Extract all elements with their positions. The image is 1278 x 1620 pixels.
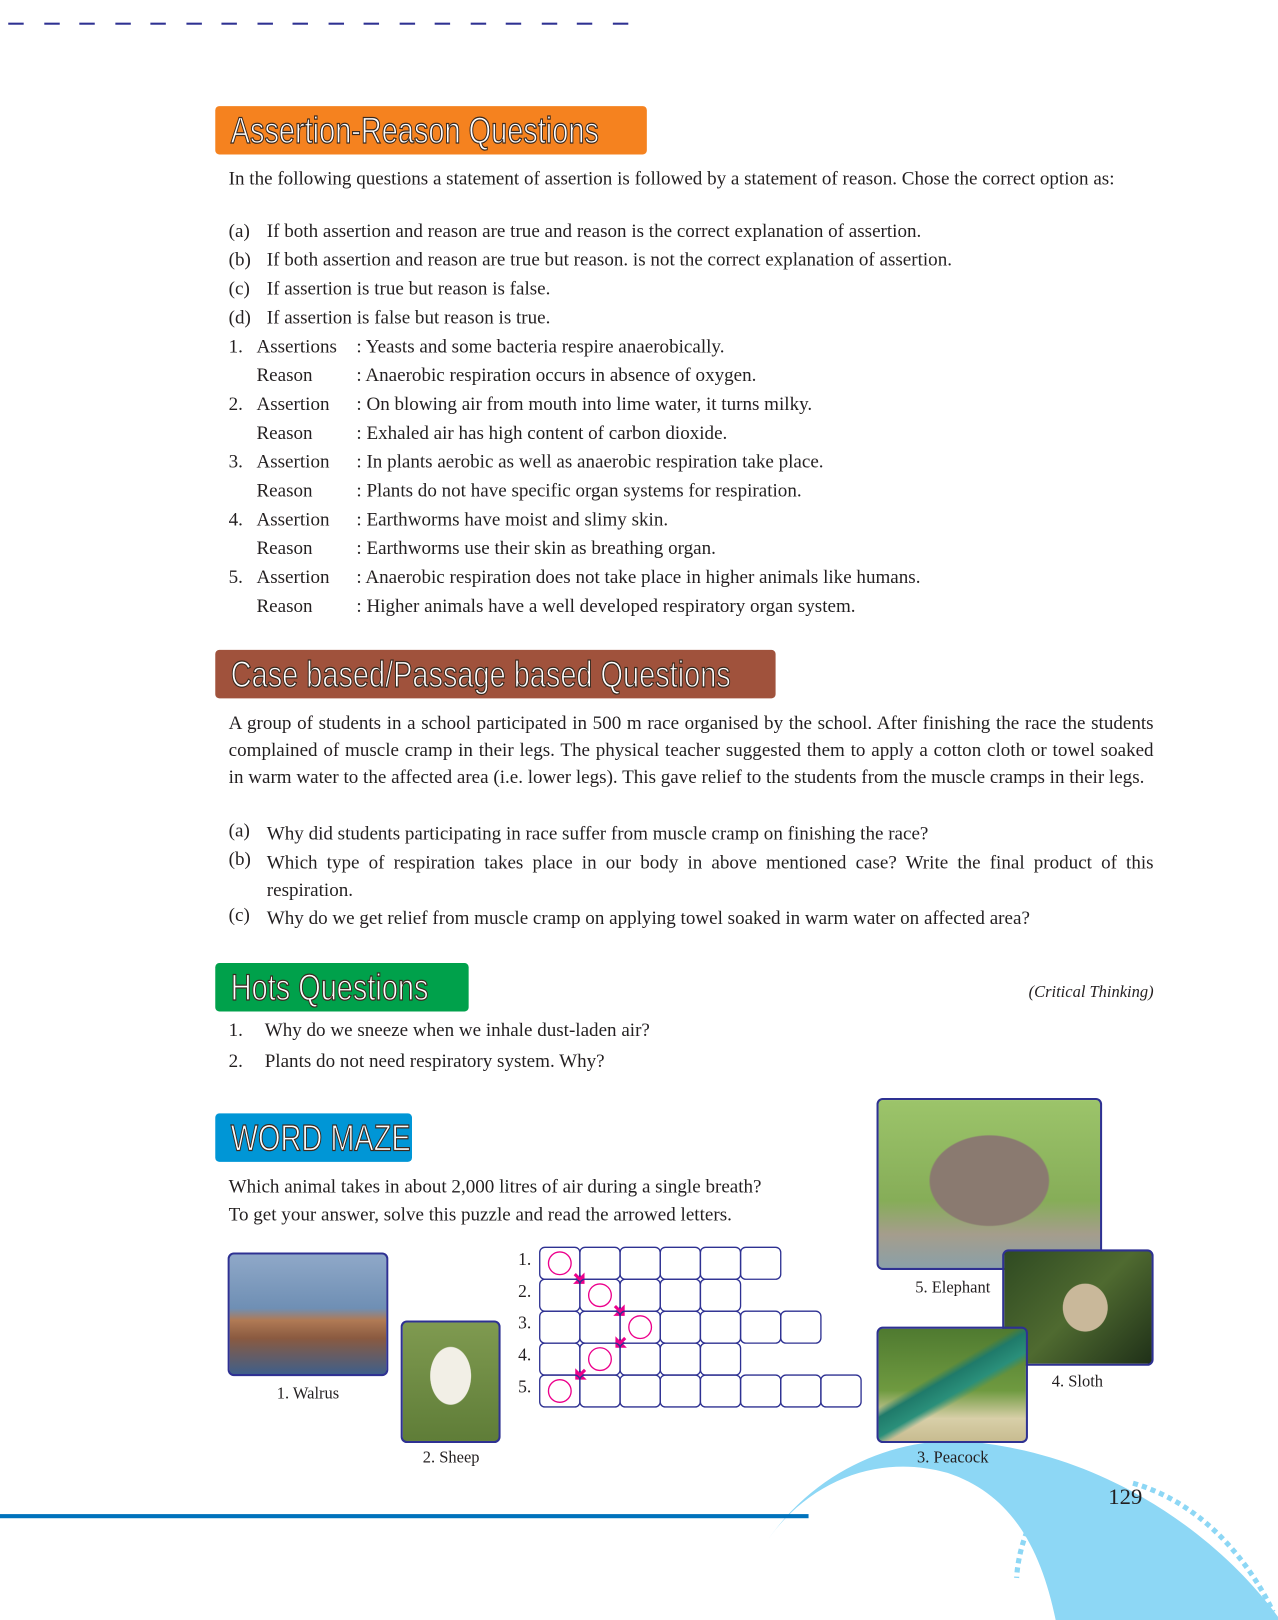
maze-cell[interactable] (660, 1311, 700, 1343)
maze-cell[interactable] (620, 1279, 660, 1311)
arrowed-letter-circle (629, 1316, 652, 1339)
maze-cell[interactable] (620, 1375, 660, 1407)
walrus-caption: 1. Walrus (276, 1385, 340, 1403)
maze-cell[interactable] (580, 1311, 620, 1343)
case-question-key: (c) (228, 905, 250, 926)
maze-cell[interactable] (700, 1311, 740, 1343)
maze-cell[interactable] (580, 1247, 620, 1279)
assertion-label: Assertions (256, 336, 337, 358)
reason-text: : Higher animals have a well developed respiratory organ system. (356, 596, 856, 617)
maze-row-label: 3. (518, 1313, 532, 1333)
hots-title: Hots Questions (230, 966, 429, 1009)
reason-text: : Anaerobic respiration occurs in absence of oxygen. (356, 365, 757, 387)
dash-segment (435, 23, 450, 25)
dash-segment (186, 23, 201, 25)
assertion-label: Assertion (256, 509, 330, 531)
dash-segment (364, 23, 379, 25)
assertion-intro: In the following questions a statement of assertion is followed by a statement of reason. Chose the correct option as: (228, 168, 1115, 190)
assertion-label: Assertion (256, 394, 330, 416)
dash-segment (257, 23, 272, 25)
dash-segment (79, 23, 94, 25)
option-text: If both assertion and reason are true and reason is the correct explanation of assertion. (266, 221, 922, 243)
assertion-label: Assertion (256, 567, 330, 589)
case-question-text: Why do we get relief from muscle cramp on applying towel soaked in warm water on affected area? (266, 908, 1030, 930)
maze-row-label: 5. (518, 1377, 532, 1397)
dash-segment (221, 23, 236, 25)
sheep-caption: 2. Sheep (422, 1449, 480, 1467)
maze-cell[interactable] (660, 1375, 700, 1407)
case-based-title: Case based/Passage based Questions (230, 653, 731, 696)
elephant-photo (877, 1098, 1103, 1270)
maze-cell[interactable] (660, 1343, 700, 1375)
option-text: If assertion is false but reason is true. (266, 307, 551, 329)
maze-cell[interactable] (580, 1375, 620, 1407)
dash-segment (577, 23, 592, 25)
maze-question-line-2: To get your answer, solve this puzzle and read the arrowed letters. (228, 1205, 732, 1226)
dash-segment (470, 23, 485, 25)
assertion-text: : In plants aerobic as well as anaerobic respiration take place. (356, 452, 824, 473)
maze-cell[interactable] (781, 1375, 821, 1407)
maze-question-line-1: Which animal takes in about 2,000 litres of air during a single breath? (228, 1177, 762, 1198)
elephant-caption: 5. Elephant (915, 1279, 991, 1297)
peacock-photo (877, 1327, 1028, 1443)
sloth-caption: 4. Sloth (1051, 1372, 1104, 1391)
arrowed-letter-circle (548, 1380, 571, 1403)
dash-segment (506, 23, 521, 25)
option-key: (a) (228, 221, 250, 243)
hots-header (215, 963, 468, 1011)
arrowed-letter-circle (548, 1252, 571, 1275)
case-question-key: (a) (228, 820, 250, 842)
maze-cell[interactable] (540, 1279, 580, 1311)
maze-cell[interactable] (660, 1279, 700, 1311)
dash-segment (293, 23, 308, 25)
dash-segment (612, 23, 627, 25)
decorative-blue-arc (0, 1432, 1278, 1620)
reason-label: Reason (256, 423, 313, 444)
maze-cell[interactable] (540, 1311, 580, 1343)
assertion-label: Assertion (256, 452, 330, 473)
assertion-text: : Anaerobic respiration does not take place in higher animals like humans. (356, 567, 921, 589)
option-key: (c) (228, 279, 250, 300)
maze-cell[interactable] (620, 1343, 660, 1375)
reason-label: Reason (256, 596, 313, 617)
arrowed-letter-circle (589, 1284, 612, 1307)
maze-cell[interactable] (821, 1375, 861, 1407)
reason-text: : Earthworms use their skin as breathing organ. (356, 538, 716, 560)
critical-thinking-label: (Critical Thinking) (1028, 983, 1154, 1002)
maze-cell[interactable] (741, 1375, 781, 1407)
word-maze-title: WORD MAZE (230, 1116, 411, 1159)
maze-row-label: 4. (518, 1345, 532, 1365)
question-number: 4. (228, 509, 243, 531)
walrus-photo (228, 1252, 389, 1376)
peacock-caption: 3. Peacock (917, 1449, 989, 1467)
maze-cell[interactable] (660, 1247, 700, 1279)
reason-label: Reason (256, 365, 313, 387)
question-number: 1. (228, 336, 243, 358)
dash-segment (115, 23, 130, 25)
assertion-reason-header (215, 106, 647, 154)
maze-cell[interactable] (741, 1247, 781, 1279)
dash-segment (399, 23, 414, 25)
hots-question-1: 1. Why do we sneeze when we inhale dust-laden air? (228, 1020, 650, 1042)
dash-segment (44, 23, 59, 25)
assertion-text: : Earthworms have moist and slimy skin. (356, 509, 669, 531)
assertion-text: : Yeasts and some bacteria respire anaerobically. (356, 336, 725, 358)
page-number: 129 (1108, 1483, 1143, 1509)
assertion-text: : On blowing air from mouth into lime water, it turns milky. (356, 394, 813, 416)
dash-segment (541, 23, 556, 25)
arrowed-letter-circle (589, 1348, 612, 1371)
dash-segment (150, 23, 165, 25)
case-based-header (215, 650, 775, 698)
hots-question-2: 2. Plants do not need respiratory system. Why? (228, 1051, 605, 1073)
maze-cell[interactable] (700, 1247, 740, 1279)
dash-segment (8, 23, 23, 25)
reason-text: : Plants do not have specific organ systems for respiration. (356, 481, 802, 502)
case-question-key: (b) (228, 849, 251, 871)
word-maze-header (215, 1113, 412, 1161)
option-text: If assertion is true but reason is false. (266, 279, 551, 300)
maze-row-label: 2. (518, 1281, 532, 1301)
reason-label: Reason (256, 481, 313, 502)
question-number: 5. (228, 567, 243, 589)
sheep-photo (401, 1320, 501, 1443)
maze-cell[interactable] (700, 1279, 740, 1311)
question-number: 2. (228, 394, 243, 416)
reason-label: Reason (256, 538, 313, 560)
dash-segment (328, 23, 343, 25)
option-key: (b) (228, 250, 251, 271)
option-key: (d) (228, 307, 251, 329)
case-question-text: Why did students participating in race suffer from muscle cramp on finishing the race? (266, 824, 929, 845)
maze-cell[interactable] (620, 1247, 660, 1279)
maze-cell[interactable] (540, 1343, 580, 1375)
reason-text: : Exhaled air has high content of carbon dioxide. (356, 423, 728, 444)
footer-rule (0, 1514, 809, 1518)
maze-cell[interactable] (741, 1311, 781, 1343)
word-maze-grid (530, 1241, 870, 1416)
option-text: If both assertion and reason are true but reason. is not the correct explanation of assertion. (266, 250, 952, 271)
maze-cell[interactable] (700, 1375, 740, 1407)
question-number: 3. (228, 452, 243, 473)
case-passage: A group of students in a school participated in 500 m race organised by the school. After finishing the race the students complained of muscle cramp in their legs. The physical teacher suggested them to apply a cotton cloth or towel soaked in warm water to the affected area (i.e. lower legs). This gave relief to the students from the muscle cramps in their legs. (228, 713, 1154, 788)
maze-cell[interactable] (781, 1311, 821, 1343)
case-question-text: Which type of respiration takes place in our body in above mentioned case? Write the final product of this respiration. (266, 852, 1154, 902)
assertion-reason-title: Assertion-Reason Questions (230, 109, 599, 152)
maze-cell[interactable] (700, 1343, 740, 1375)
maze-row-label: 1. (518, 1249, 532, 1269)
